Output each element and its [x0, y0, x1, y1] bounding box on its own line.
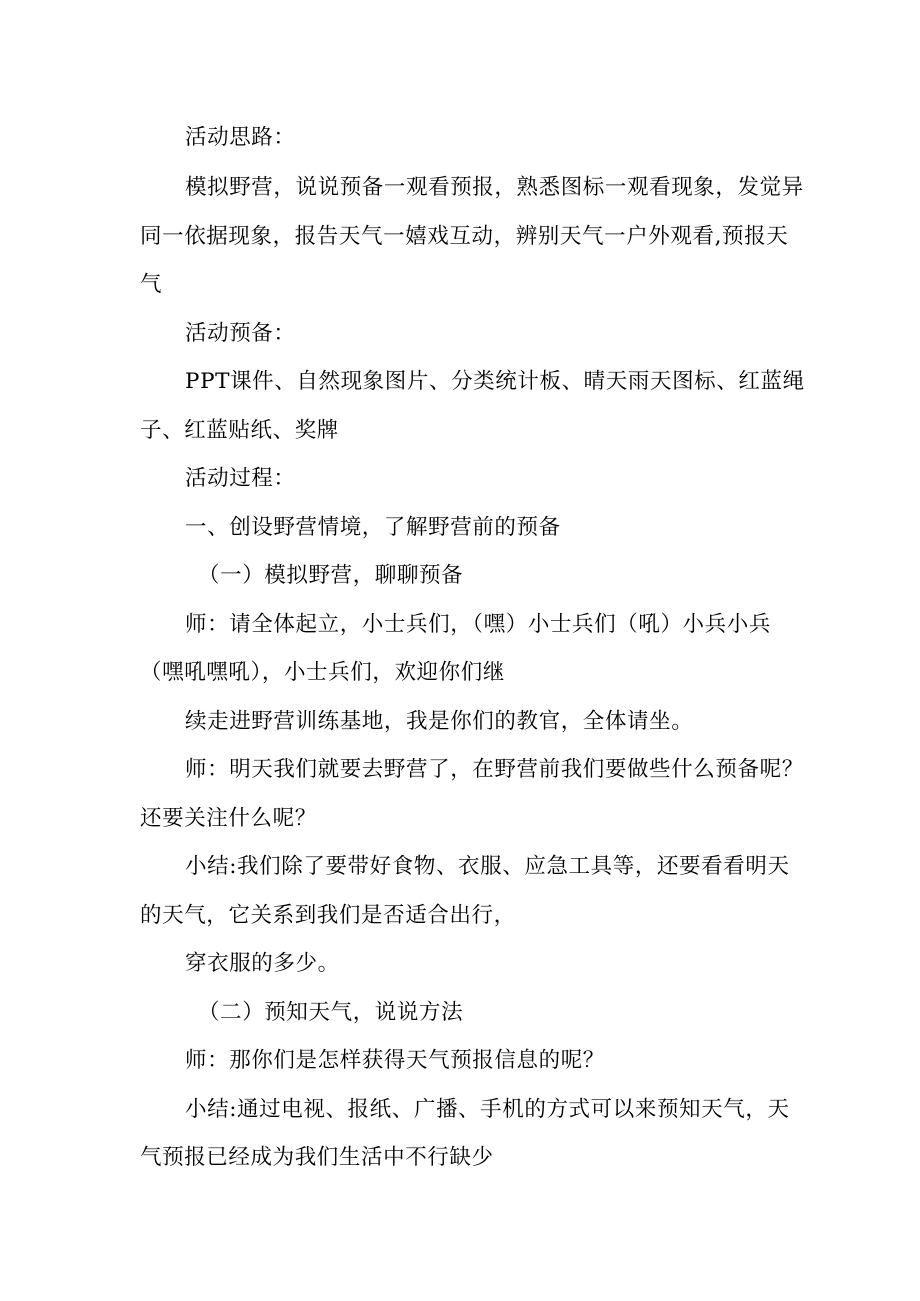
paragraph-line: 的天气，它关系到我们是否适合出行，: [140, 903, 516, 928]
paragraph-line: 小结:我们除了要带好食物、衣服、应急工具等，还要看看明天: [185, 854, 790, 879]
paragraph-line: 师：明天我们就要去野营了，在野营前我们要做些什么预备呢？: [185, 757, 804, 782]
heading-activity-prep: 活动预备：: [185, 321, 296, 346]
paragraph-line: 续走进野营训练基地，我是你们的教官，全体请坐。: [185, 709, 694, 734]
paragraph-line: 师：那你们是怎样获得天气预报信息的呢？: [185, 1048, 605, 1073]
paragraph-line: 师：请全体起立，小士兵们，（嘿）小士兵们（吼）小兵小兵: [185, 612, 771, 637]
paragraph-line: （嘿吼嘿吼），小士兵们，欢迎你们继: [140, 660, 505, 685]
paragraph-line: 子、红蓝贴纸、奖牌: [140, 418, 339, 443]
paragraph-line: 气预报已经成为我们生活中不行缺少: [140, 1145, 494, 1170]
section-heading: 一、创设野营情境，了解野营前的预备: [185, 515, 561, 540]
paragraph-line: 气: [140, 272, 163, 297]
paragraph-line: 同一依据现象，报告天气一嬉戏互动，辨别天气一户外观看,预报天: [140, 224, 789, 249]
paragraph-line: 模拟野营，说说预备一观看预报，熟悉图标一观看现象，发觉异: [185, 175, 804, 200]
heading-activity-process: 活动过程：: [185, 466, 296, 491]
paragraph-line: 还要关注什么呢？: [140, 806, 317, 831]
paragraph-line: 穿衣服的多少。: [185, 951, 340, 976]
subsection-heading: （二）预知天气，说说方法: [198, 1000, 464, 1025]
subsection-heading: （一）模拟野营，聊聊预备: [198, 563, 464, 588]
paragraph-line: PPT课件、自然现象图片、分类统计板、晴天雨天图标、红蓝绳: [185, 369, 805, 394]
heading-activity-idea: 活动思路：: [185, 125, 296, 150]
paragraph-line: 小结:通过电视、报纸、广播、手机的方式可以来预知天气，天: [185, 1097, 790, 1122]
